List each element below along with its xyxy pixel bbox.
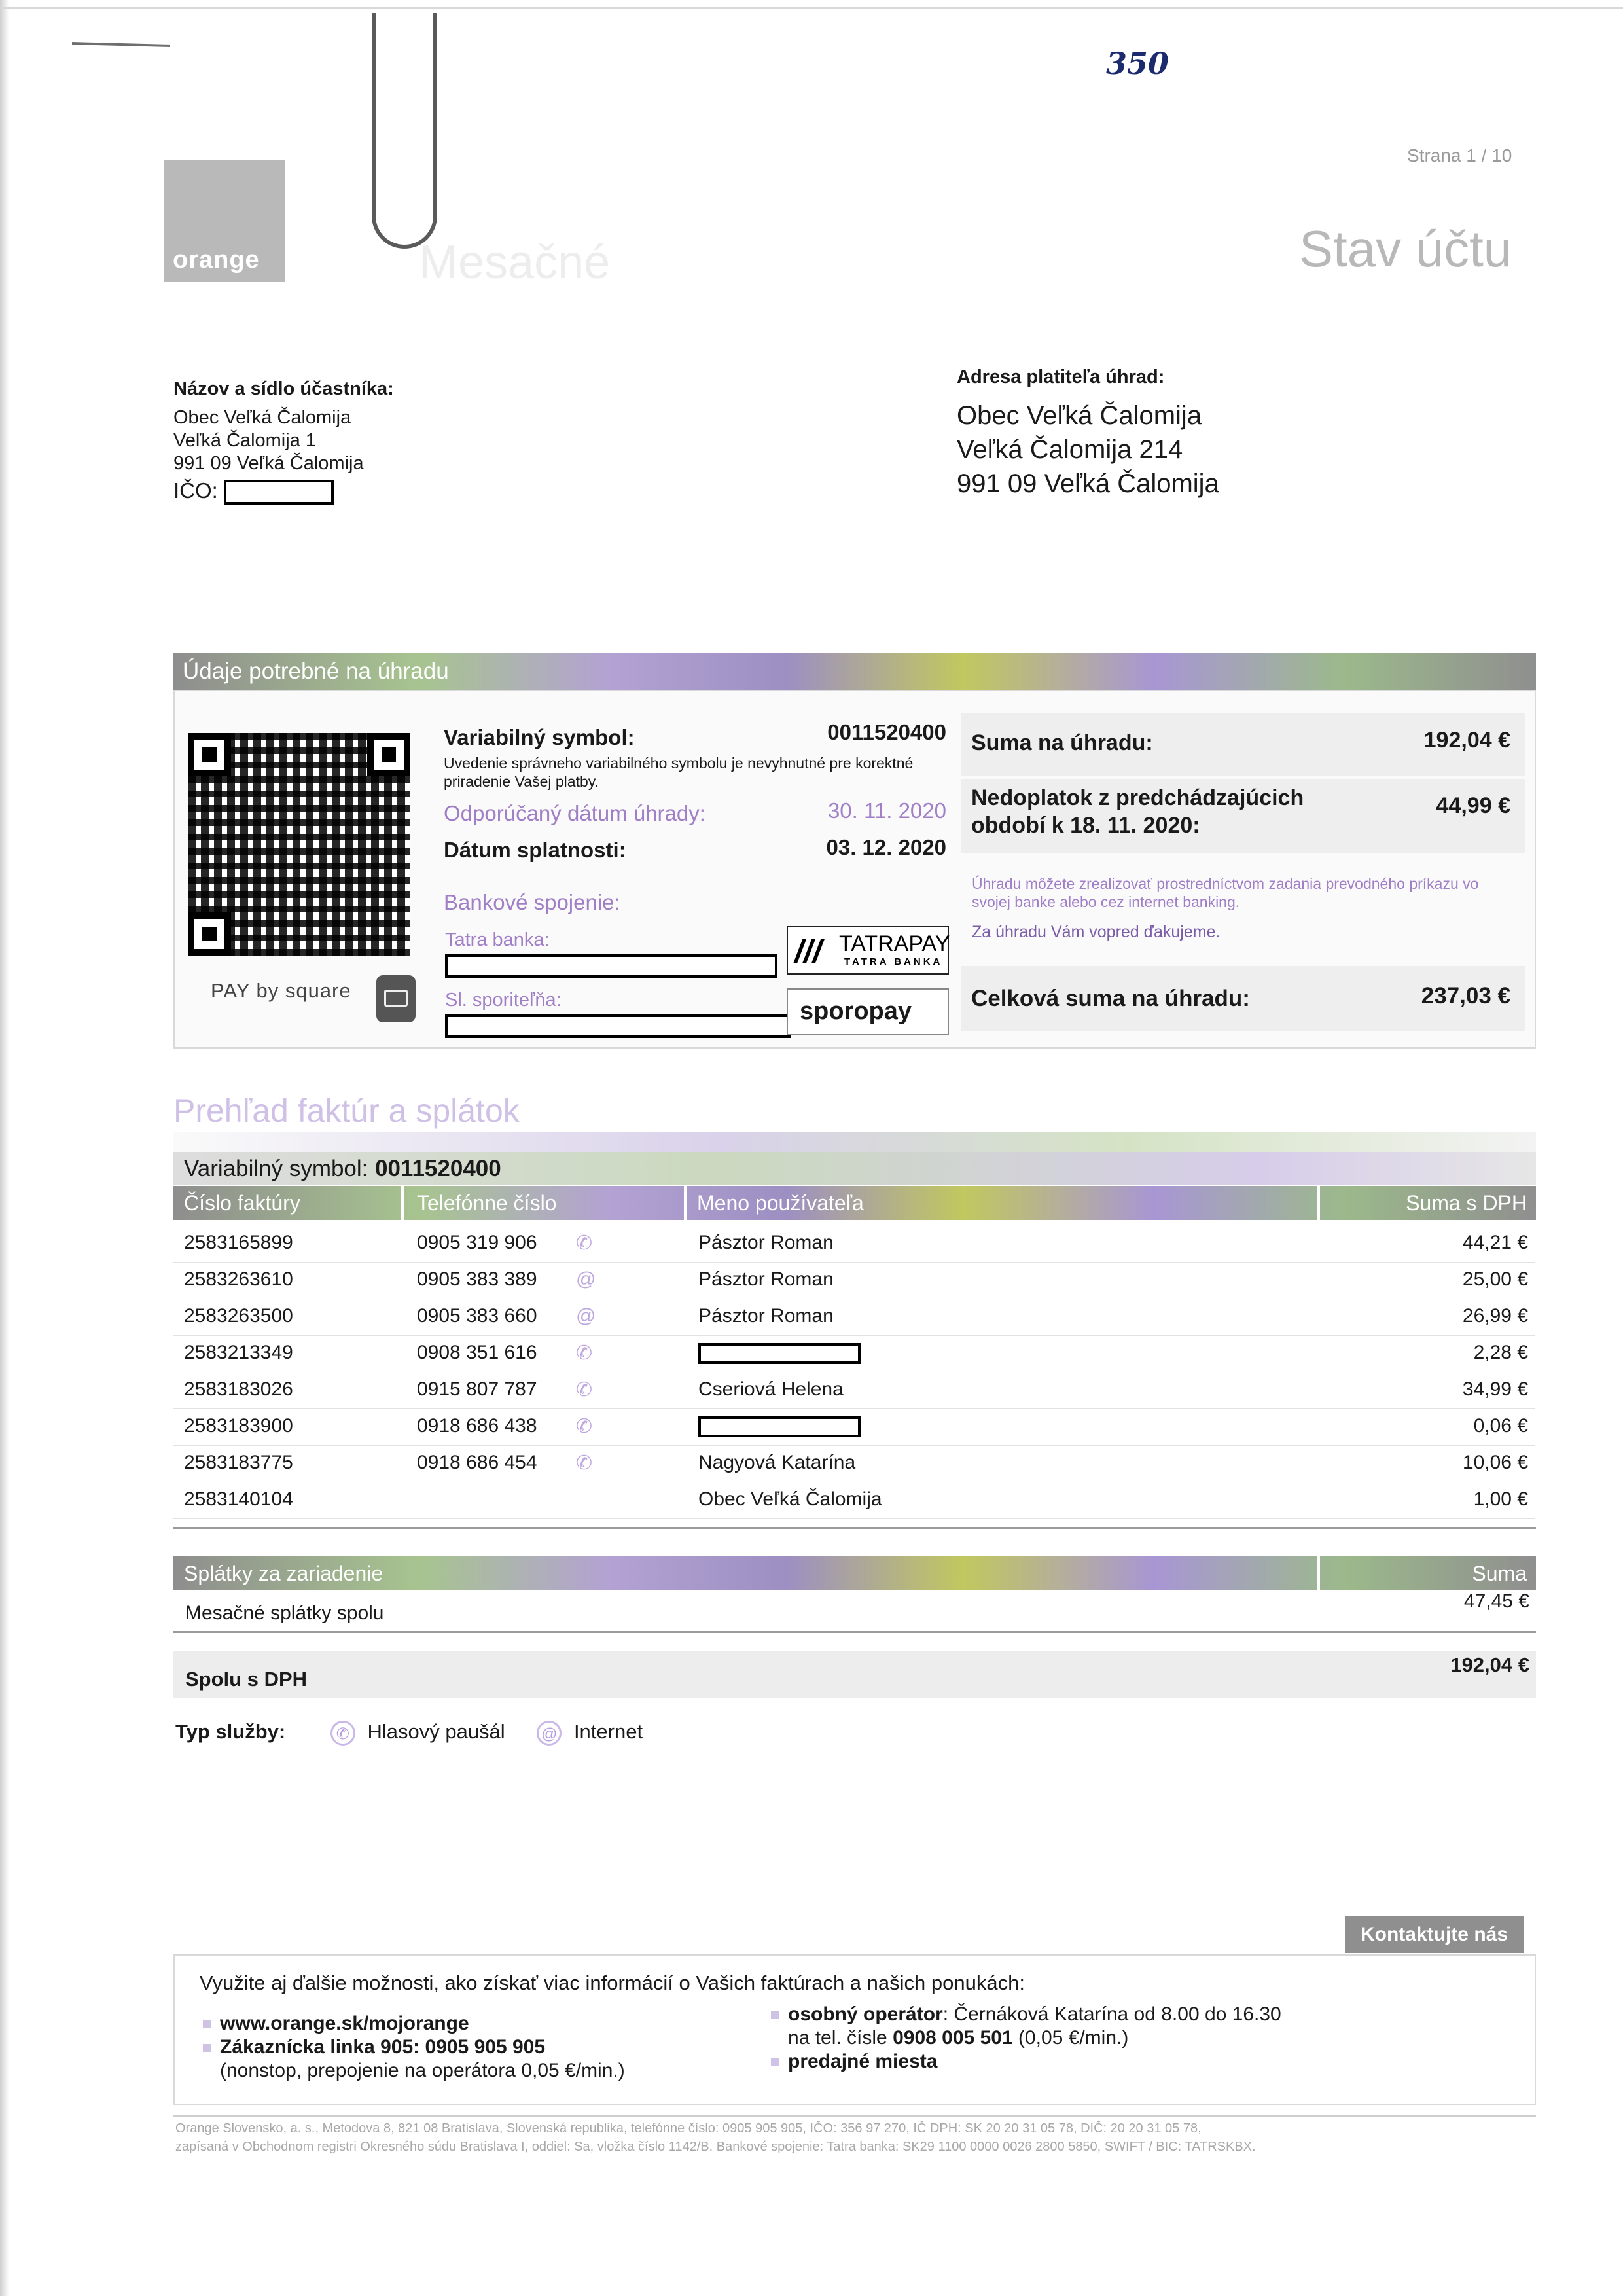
scan-edge-shadow bbox=[0, 0, 9, 2296]
user-name: Obec Veľká Čalomija bbox=[698, 1488, 882, 1510]
payer-block bbox=[957, 367, 1415, 501]
overview-vs-bar bbox=[173, 1152, 1536, 1185]
installments-label: Mesačné splátky spolu bbox=[185, 1602, 384, 1624]
bullet-icon bbox=[203, 2044, 211, 2052]
card-icon bbox=[376, 975, 416, 1022]
bank-connection-label: Bankové spojenie: bbox=[444, 890, 620, 914]
phone-number: 0918 686 438 bbox=[417, 1415, 537, 1437]
ico-redaction bbox=[224, 480, 334, 505]
table-row bbox=[173, 1299, 1535, 1336]
invoice-number: 2583183900 bbox=[184, 1415, 293, 1437]
table-row bbox=[173, 1408, 1535, 1446]
internet-icon: @ bbox=[537, 1721, 562, 1746]
paperclip-icon bbox=[372, 13, 437, 249]
payment-note: Úhradu môžete zrealizovať prostredníctvom zadania prevodného príkazu vo svojej banke alebo cez internet banking. bbox=[972, 875, 1479, 910]
sporopay-label: sporopay bbox=[800, 997, 912, 1025]
table-bottom-rule bbox=[173, 1527, 1536, 1529]
arrears-label: Nedoplatok z predchádzajúcich období k 18. 11. 2020: bbox=[971, 785, 1304, 838]
footer-line-1: Orange Slovensko, a. s., Metodova 8, 821 08 Bratislava, Slovenská republika, telefónne číslo: 0905 905 905, IČO: 356 97 270, IČ DPH: SK 20 20 31 05 78, DIČ: 20 20 31 05 78, bbox=[175, 2121, 1202, 2136]
document-title: Stav účtu bbox=[1299, 220, 1512, 278]
header-divider bbox=[1317, 1556, 1320, 1590]
phone-number: 0908 351 616 bbox=[417, 1342, 537, 1363]
voice-icon: ✆ bbox=[576, 1342, 593, 1364]
installments-header: Splátky za zariadenie bbox=[184, 1562, 383, 1585]
handwritten-number: 350 bbox=[1106, 46, 1169, 81]
invoice-number: 2583263610 bbox=[184, 1268, 293, 1290]
legend-voice-text: Hlasový paušál bbox=[367, 1720, 505, 1743]
contact-us-button[interactable]: Kontaktujte nás bbox=[1345, 1916, 1524, 1953]
ghost-title: Mesačné bbox=[419, 236, 611, 289]
payment-header-bar: Údaje potrebné na úhradu bbox=[173, 653, 1536, 690]
sum-value: 192,04 € bbox=[1423, 728, 1510, 753]
user-name: Pásztor Roman bbox=[698, 1232, 834, 1253]
qr-finder bbox=[188, 912, 231, 956]
qr-code bbox=[188, 733, 410, 956]
subscriber-line-2: Veľká Čalomija 1 bbox=[173, 430, 317, 451]
payer-label: Adresa platiteľa úhrad: bbox=[957, 367, 1165, 387]
table-row bbox=[173, 1445, 1535, 1482]
bank2-name: Sl. sporiteľňa: bbox=[445, 990, 562, 1011]
arrears-box bbox=[961, 779, 1525, 853]
user-name: Nagyová Katarína bbox=[698, 1452, 856, 1473]
row-sum: 25,00 € bbox=[1462, 1268, 1528, 1290]
due-date-value: 03. 12. 2020 bbox=[826, 835, 946, 859]
voice-icon: ✆ bbox=[576, 1452, 593, 1474]
user-name: Pásztor Roman bbox=[698, 1268, 834, 1290]
contact-web-link[interactable]: www.orange.sk/mojorange bbox=[203, 2012, 625, 2036]
invoice-number: 2583140104 bbox=[184, 1488, 293, 1510]
sum-label: Suma na úhradu: bbox=[971, 730, 1153, 755]
bullet-icon bbox=[203, 2020, 211, 2028]
table-row bbox=[173, 1482, 1535, 1519]
contact-hotline: Zákaznícka linka 905: 0905 905 905 bbox=[203, 2036, 625, 2059]
scan-top-edge bbox=[0, 7, 1623, 9]
recommended-date-label: Odporúčaný dátum úhrady: bbox=[444, 801, 705, 825]
user-name: Pásztor Roman bbox=[698, 1305, 834, 1327]
row-sum: 0,06 € bbox=[1473, 1415, 1528, 1437]
internet-icon: @ bbox=[576, 1268, 596, 1290]
invoice-number: 2583263500 bbox=[184, 1305, 293, 1327]
subscriber-block bbox=[173, 378, 540, 505]
page-number: Strana 1 / 10 bbox=[1407, 145, 1512, 166]
payer-line-3: 991 09 Veľká Čalomija bbox=[957, 469, 1219, 498]
total-value: 192,04 € bbox=[1450, 1653, 1529, 1676]
contact-operator: osobný operátor: Černáková Katarína od 8.00 do 16.30 bbox=[771, 2003, 1281, 2026]
col-header-phone: Telefónne číslo bbox=[417, 1191, 557, 1215]
pay-by-square-label: PAY by square bbox=[211, 979, 351, 1002]
sum-box bbox=[961, 713, 1525, 776]
qr-finder bbox=[367, 733, 410, 776]
contact-stores: predajné miesta bbox=[771, 2050, 1281, 2073]
payment-thanks: Za úhradu Vám vopred ďakujeme. bbox=[972, 923, 1221, 941]
payer-line-1: Obec Veľká Čalomija bbox=[957, 401, 1202, 430]
table-row bbox=[173, 1225, 1535, 1263]
payer-line-2: Veľká Čalomija 214 bbox=[957, 435, 1183, 464]
table-row bbox=[173, 1335, 1535, 1372]
total-label: Spolu s DPH bbox=[185, 1668, 308, 1691]
subscriber-ico bbox=[173, 479, 540, 505]
subscriber-label: Názov a sídlo účastníka: bbox=[173, 378, 394, 399]
bullet-icon bbox=[771, 2058, 779, 2066]
tatrapay-button[interactable] bbox=[787, 926, 949, 975]
total-due-label: Celková suma na úhradu: bbox=[971, 986, 1250, 1011]
tatrapay-slash-icon: /// bbox=[794, 933, 822, 970]
col-header-invoice: Číslo faktúry bbox=[184, 1191, 300, 1215]
voice-icon: ✆ bbox=[576, 1379, 593, 1401]
row-sum: 1,00 € bbox=[1473, 1488, 1528, 1510]
phone-number: 0905 319 906 bbox=[417, 1232, 537, 1253]
col-header-sum: Suma s DPH bbox=[1406, 1191, 1527, 1215]
ico-label: IČO: bbox=[173, 478, 218, 503]
vs-note: Uvedenie správneho variabilného symbolu je nevyhnutné pre korektné priradenie Vašej platby. bbox=[444, 755, 914, 790]
service-legend-label: Typ služby: bbox=[175, 1720, 286, 1743]
row-sum: 10,06 € bbox=[1462, 1452, 1528, 1473]
qr-finder bbox=[188, 733, 231, 776]
invoice-number: 2583165899 bbox=[184, 1232, 293, 1253]
user-name-redaction bbox=[698, 1343, 861, 1364]
contact-intro: Využite aj ďalšie možnosti, ako získať viac informácií o Vašich faktúrach a našich ponukách: bbox=[200, 1971, 1025, 1994]
contact-right-list bbox=[771, 2003, 1281, 2073]
user-name: Cseriová Helena bbox=[698, 1378, 844, 1400]
voice-icon: ✆ bbox=[330, 1721, 355, 1746]
internet-icon: @ bbox=[576, 1305, 596, 1327]
installments-header-bar bbox=[173, 1556, 1536, 1590]
subscriber-line-3: 991 09 Veľká Čalomija bbox=[173, 453, 364, 474]
invoice-number: 2583183026 bbox=[184, 1378, 293, 1400]
footer-line-2: zapísaná v Obchodnom registri Okresného súdu Bratislava I, oddiel: Sa, vložka číslo 1142/B. Bankové spojenie: Tatra banka: SK29 1100 0000 0026 2800 5850, SWIFT / BIC: TATRSKBX. bbox=[175, 2140, 1256, 2154]
header-divider bbox=[401, 1186, 404, 1220]
header-divider bbox=[684, 1186, 687, 1220]
vs-label: Variabilný symbol: bbox=[444, 725, 635, 749]
sporopay-button[interactable] bbox=[787, 988, 949, 1035]
contact-left-list bbox=[203, 2012, 625, 2083]
logo-text: orange bbox=[173, 246, 260, 274]
overview-title: Prehľad faktúr a splátok bbox=[173, 1092, 520, 1129]
col-header-user: Meno používateľa bbox=[697, 1191, 864, 1215]
total-row bbox=[173, 1651, 1536, 1698]
tatrapay-main: TATRAPAY bbox=[839, 931, 950, 956]
phone-number: 0905 383 660 bbox=[417, 1305, 537, 1327]
overview-vs-value: 0011520400 bbox=[375, 1156, 501, 1181]
header-divider bbox=[1317, 1186, 1320, 1220]
row-sum: 44,21 € bbox=[1462, 1232, 1528, 1253]
phone-number: 0905 383 389 bbox=[417, 1268, 537, 1290]
row-sum: 34,99 € bbox=[1462, 1378, 1528, 1400]
service-legend bbox=[175, 1720, 643, 1746]
legend-internet-text: Internet bbox=[573, 1720, 643, 1743]
footer-rule bbox=[173, 2115, 1536, 2117]
voice-icon: ✆ bbox=[576, 1232, 593, 1254]
orange-logo bbox=[164, 160, 285, 282]
contact-hotline-note: (nonstop, prepojenie na operátora 0,05 €/min.) bbox=[220, 2060, 625, 2081]
invoice-number: 2583213349 bbox=[184, 1342, 293, 1363]
installments-row bbox=[173, 1590, 1536, 1633]
installments-value: 47,45 € bbox=[1463, 1590, 1529, 1612]
row-sum: 2,28 € bbox=[1473, 1342, 1528, 1363]
table-row bbox=[173, 1372, 1535, 1409]
recommended-date-value: 30. 11. 2020 bbox=[827, 798, 946, 823]
row-sum: 26,99 € bbox=[1462, 1305, 1528, 1327]
user-name-redaction bbox=[698, 1416, 861, 1437]
invoice-number: 2583183775 bbox=[184, 1452, 293, 1473]
arrears-value: 44,99 € bbox=[1436, 793, 1510, 818]
voice-icon: ✆ bbox=[576, 1416, 593, 1437]
bank1-account-redaction bbox=[445, 954, 777, 978]
table-row bbox=[173, 1262, 1535, 1299]
contact-operator-phone: na tel. čísle 0908 005 501 (0,05 €/min.) bbox=[788, 2027, 1129, 2049]
overview-vs-label: Variabilný symbol: bbox=[184, 1156, 368, 1181]
bank1-name: Tatra banka: bbox=[445, 929, 550, 950]
company-footer bbox=[175, 2119, 1537, 2156]
vs-value: 0011520400 bbox=[827, 720, 946, 744]
bullet-icon bbox=[771, 2011, 779, 2019]
total-due-box bbox=[961, 966, 1525, 1031]
subscriber-line-1: Obec Veľká Čalomija bbox=[173, 407, 351, 428]
bank2-account-redaction bbox=[445, 1014, 791, 1038]
total-due-value: 237,03 € bbox=[1421, 983, 1510, 1009]
pen-mark bbox=[72, 42, 170, 47]
phone-number: 0915 807 787 bbox=[417, 1378, 537, 1400]
due-date-label: Dátum splatnosti: bbox=[444, 838, 626, 862]
installments-sum-header: Suma bbox=[1472, 1562, 1527, 1585]
tatrapay-sub: TATRA BANKA bbox=[844, 956, 943, 967]
phone-number: 0918 686 454 bbox=[417, 1452, 537, 1473]
overview-table-header bbox=[173, 1186, 1536, 1220]
